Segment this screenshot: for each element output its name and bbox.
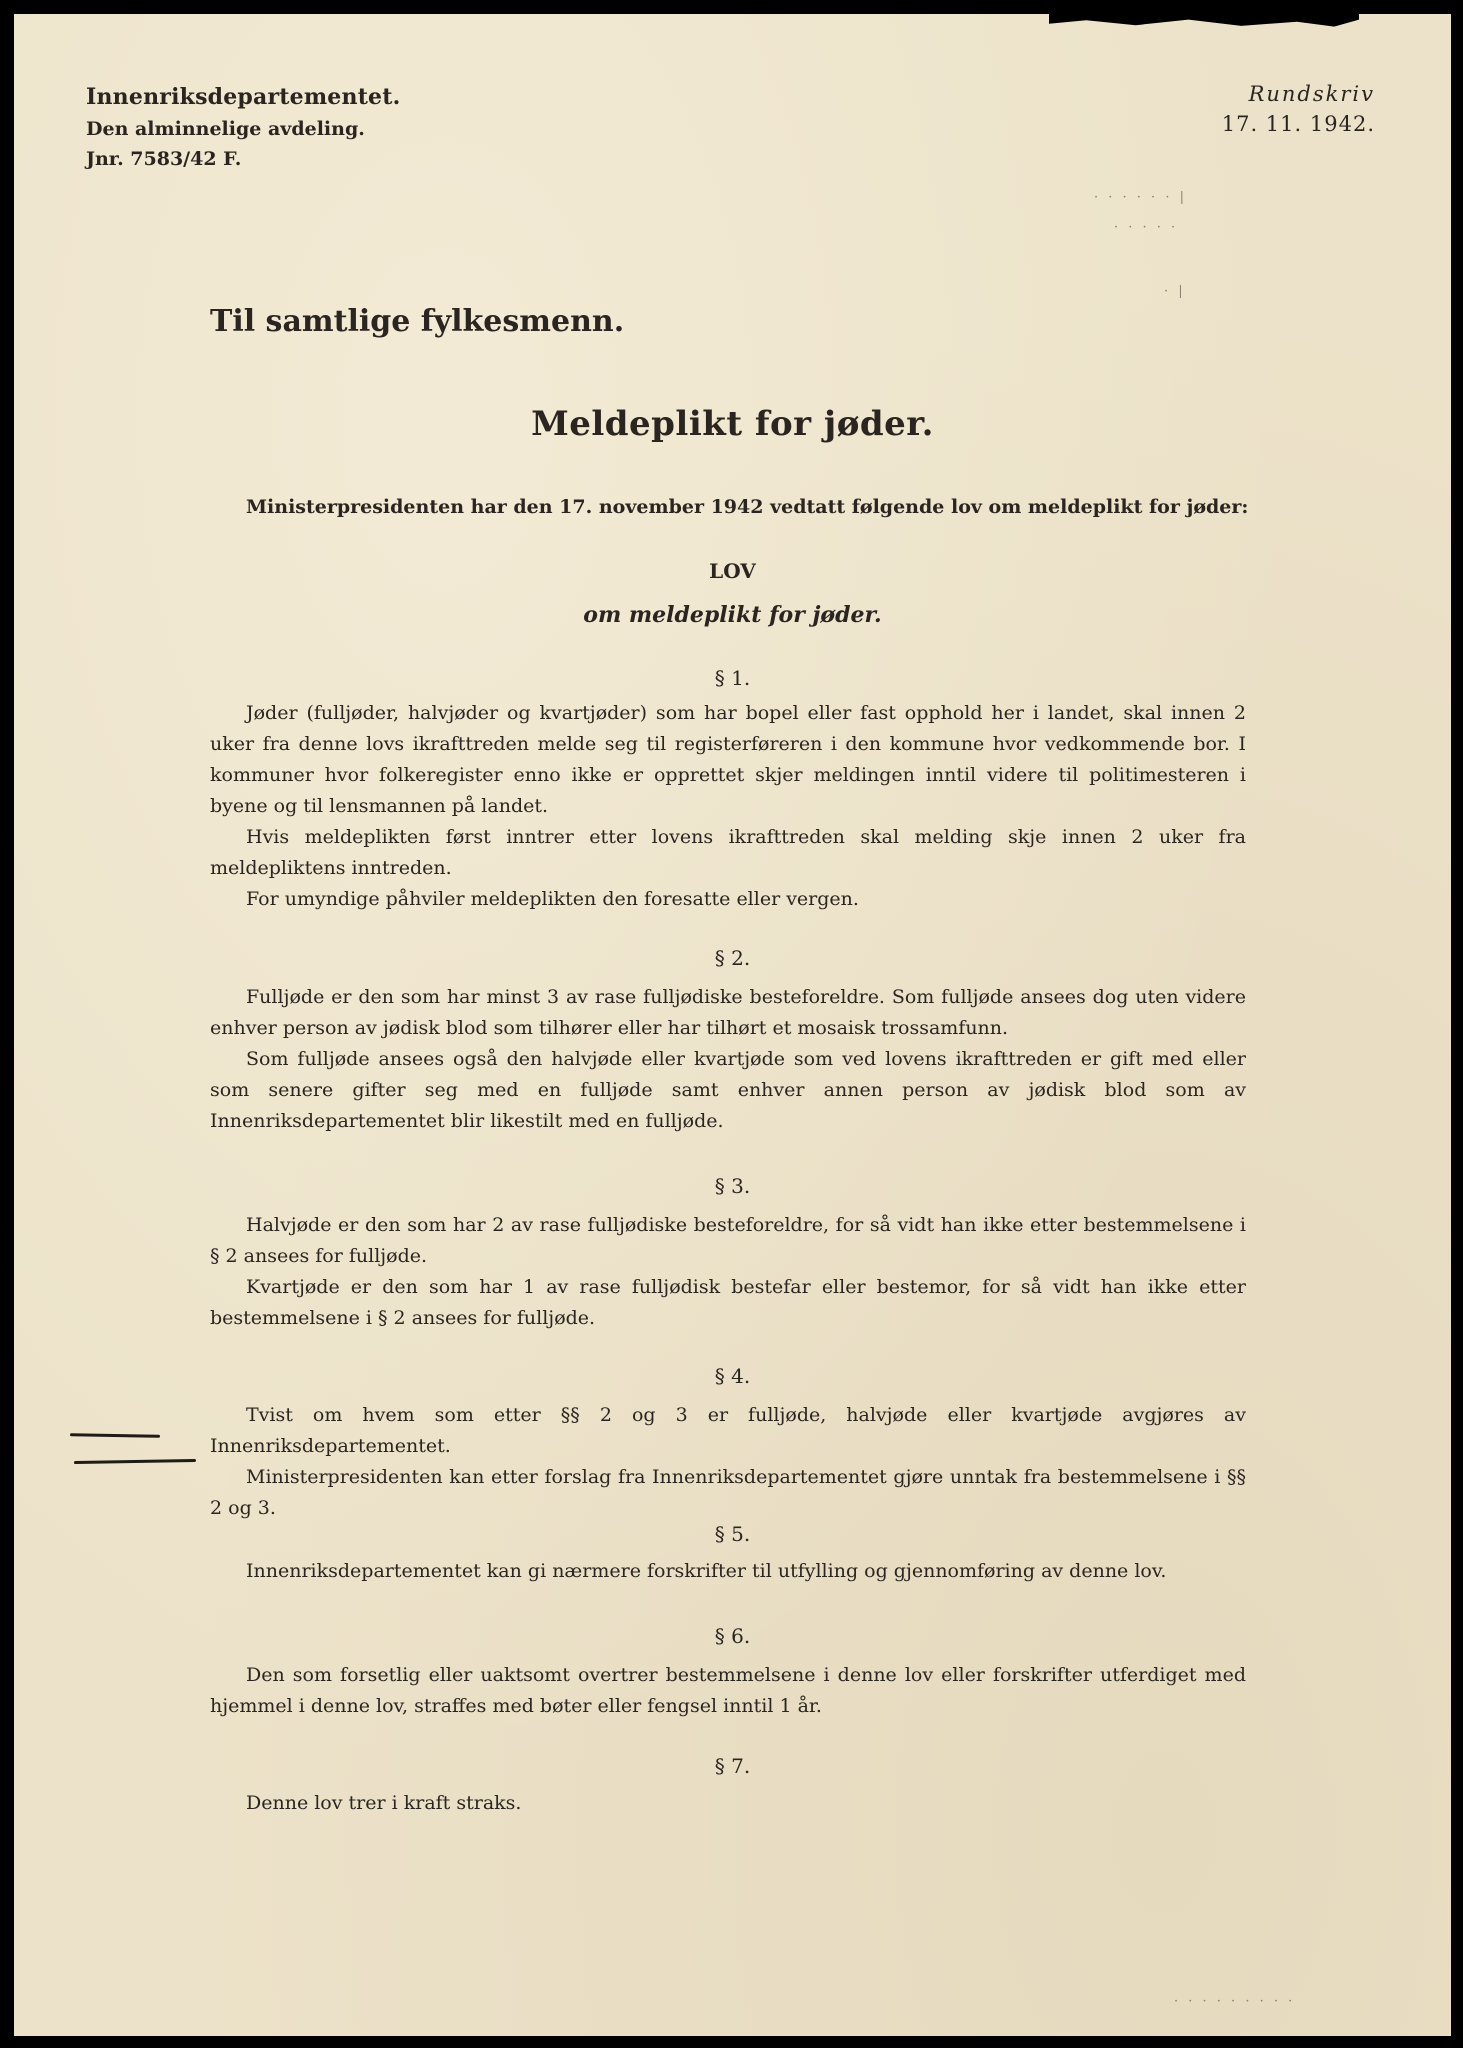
section-number: § 1. xyxy=(714,666,751,690)
section-body xyxy=(210,1660,1246,1722)
law-subheading: om meldeplikt for jøder. xyxy=(583,602,882,628)
section-paragraph: Hvis meldeplikten først inntrer etter lovens ikrafttreden skal melding skje innen 2 uker fra meldepliktens inntreden. xyxy=(210,826,1246,879)
section-body xyxy=(210,1400,1246,1524)
torn-edge xyxy=(1049,14,1359,28)
document-date: 17. 11. 1942. xyxy=(1221,112,1375,136)
section-paragraph: Halvjøde er den som har 2 av rase fulljødiske besteforeldre, for så vidt han ikke etter bestemmelsene i § 2 ansees for fulljøde. xyxy=(210,1214,1246,1267)
document-meta xyxy=(1222,82,1375,136)
section-paragraph: Den som forsetlig eller uaktsomt overtrer bestemmelsene i denne lov eller forskrifter utferdiget med hjemmel i denne lov, straffes med bøter eller fengsel inntil 1 år. xyxy=(210,1664,1246,1717)
section-body xyxy=(210,982,1246,1137)
section-body xyxy=(210,1788,1246,1819)
section-body xyxy=(210,1556,1246,1587)
section-number: § 2. xyxy=(714,946,751,970)
department-name: Den alminnelige avdeling. xyxy=(86,118,365,140)
paper-speck: · · · · · · · · · xyxy=(1174,1994,1296,2009)
section-number: § 4. xyxy=(714,1364,751,1388)
section-paragraph: Kvartjøde er den som har 1 av rase fulljødisk bestefar eller bestemor, for så vidt han ikke etter bestemmelsene i § 2 ansees for fulljøde. xyxy=(210,1276,1246,1329)
paper-speck: · | xyxy=(1164,284,1186,299)
journal-number: Jnr. 7583/42 F. xyxy=(86,148,242,170)
organization-name: Innenriksdepartementet. xyxy=(86,84,401,110)
section-paragraph: Tvist om hvem som etter §§ 2 og 3 er fulljøde, halvjøde eller kvartjøde avgjøres av Innenriksdepartementet. xyxy=(210,1404,1246,1457)
document-page xyxy=(14,14,1451,2036)
sender-block xyxy=(86,84,400,170)
section-body xyxy=(210,698,1246,915)
paper-speck: · · · · · · | xyxy=(1094,190,1187,205)
section-paragraph: For umyndige påhviler meldeplikten den foresatte eller vergen. xyxy=(246,888,859,910)
law-heading: LOV xyxy=(709,559,756,583)
document-type: Rundskriv xyxy=(1248,82,1375,106)
section-paragraph: Som fulljøde ansees også den halvjøde eller kvartjøde som ved lovens ikrafttreden er gift med eller som senere gifter seg med en fulljøde samt enhver annen person av jødisk blod som av Innenriksdepartementet blir likestilt med en fulljøde. xyxy=(210,1048,1246,1132)
addressee: Til samtlige fylkesmenn. xyxy=(210,304,625,339)
pen-mark xyxy=(74,1459,196,1464)
section-number: § 6. xyxy=(714,1624,751,1648)
section-paragraph: Jøder (fulljøder, halvjøder og kvartjøder) som har bopel eller fast opphold her i landet, skal innen 2 uker fra denne lovs ikrafttreden melde seg til registerføreren i den kommune hvor vedkommende bor. I kommuner hvor folkeregister enno ikke er opprettet skjer meldingen inntil videre til politimesteren i byene og til lensmannen på landet. xyxy=(210,702,1246,817)
section-number: § 3. xyxy=(714,1174,751,1198)
section-number: § 7. xyxy=(714,1754,751,1778)
section-paragraph: Ministerpresidenten kan etter forslag fra Innenriksdepartementet gjøre unntak fra bestemmelsene i §§ 2 og 3. xyxy=(210,1466,1246,1519)
pen-mark xyxy=(70,1433,160,1438)
paper-speck: · · · · · xyxy=(1114,220,1179,235)
section-body xyxy=(210,1210,1246,1334)
section-paragraph: Fulljøde er den som har minst 3 av rase fulljødiske besteforeldre. Som fulljøde ansees dog uten videre enhver person av jødisk blod som tilhører eller har tilhørt et mosaisk trossamfunn. xyxy=(210,986,1246,1039)
section-number: § 5. xyxy=(714,1522,751,1546)
intro-text: Ministerpresidenten har den 17. november 1942 vedtatt følgende lov om meldeplikt for jøder: xyxy=(246,496,1249,518)
section-paragraph: Innenriksdepartementet kan gi nærmere forskrifter til utfylling og gjennomføring av denne lov. xyxy=(246,1560,1167,1582)
section-paragraph: Denne lov trer i kraft straks. xyxy=(246,1792,522,1814)
document-title: Meldeplikt for jøder. xyxy=(531,404,934,444)
